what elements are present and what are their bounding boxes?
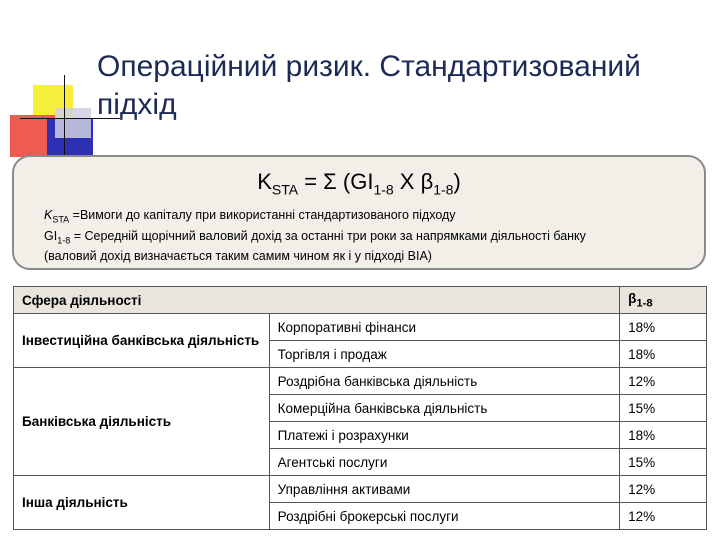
formula-beta-sub: 1-8 [433,181,454,198]
definition-text: (валовий дохід визначається таким самим чином як і у підході BIA) [44,249,432,263]
definition-term: GI [44,228,58,243]
table-row [14,476,707,503]
header-beta-symbol: β [628,290,637,306]
line-cell: Комерційна банківська діяльність [269,395,619,422]
formula-lhs-sub: STA [271,181,299,198]
area-cell: Банківська діяльність [14,368,270,476]
definition-note [44,248,586,264]
business-lines-table [13,286,707,530]
formula-rhs-mid: X β [393,169,434,194]
line-cell: Роздрібні брокерські послуги [269,503,619,530]
beta-cell: 18% [620,422,707,449]
line-cell: Роздрібна банківська діяльність [269,368,619,395]
area-cell: Інша діяльність [14,476,270,530]
formula [14,169,704,197]
beta-cell: 18% [620,341,707,368]
slide-title: Операційний ризик. Стандартизований підхід [97,50,641,121]
line-cell: Корпоративні фінанси [269,314,619,341]
beta-cell: 15% [620,449,707,476]
line-cell: Торгівля і продаж [269,341,619,368]
line-cell: Агентські послуги [269,449,619,476]
definition-gi [44,228,586,249]
definitions [44,207,586,264]
definition-text: = Середній щорічний валовий дохід за останні три роки за напрямками діяльності банку [70,228,586,243]
beta-cell: 12% [620,476,707,503]
definition-ksta [44,207,586,228]
line-cell: Платежі і розрахунки [269,422,619,449]
formula-box [12,155,706,270]
header-beta-sub: 1-8 [636,297,653,310]
header-beta [620,287,707,314]
area-cell: Інвестиційна банківська діяльність [14,314,270,368]
formula-lhs: K [257,169,272,194]
beta-cell: 12% [620,368,707,395]
formula-gi-sub: 1-8 [373,181,394,198]
definition-term-sub: STA [52,214,70,225]
line-cell: Управління активами [269,476,619,503]
definition-term: K [44,208,53,222]
header-area: Сфера діяльності [14,287,620,314]
table-row [14,368,707,395]
formula-rhs-prefix: = Σ (GI [298,169,374,194]
definition-term-sub: 1-8 [57,235,71,245]
table-header-row [14,287,707,314]
decor-square-gray [55,108,91,138]
beta-cell: 15% [620,395,707,422]
formula-rhs-suffix: ) [453,169,461,194]
beta-cell: 18% [620,314,707,341]
beta-cell: 12% [620,503,707,530]
table-row [14,314,707,341]
definition-text: =Вимоги до капіталу при використанні стандартизованого підходу [69,208,456,222]
